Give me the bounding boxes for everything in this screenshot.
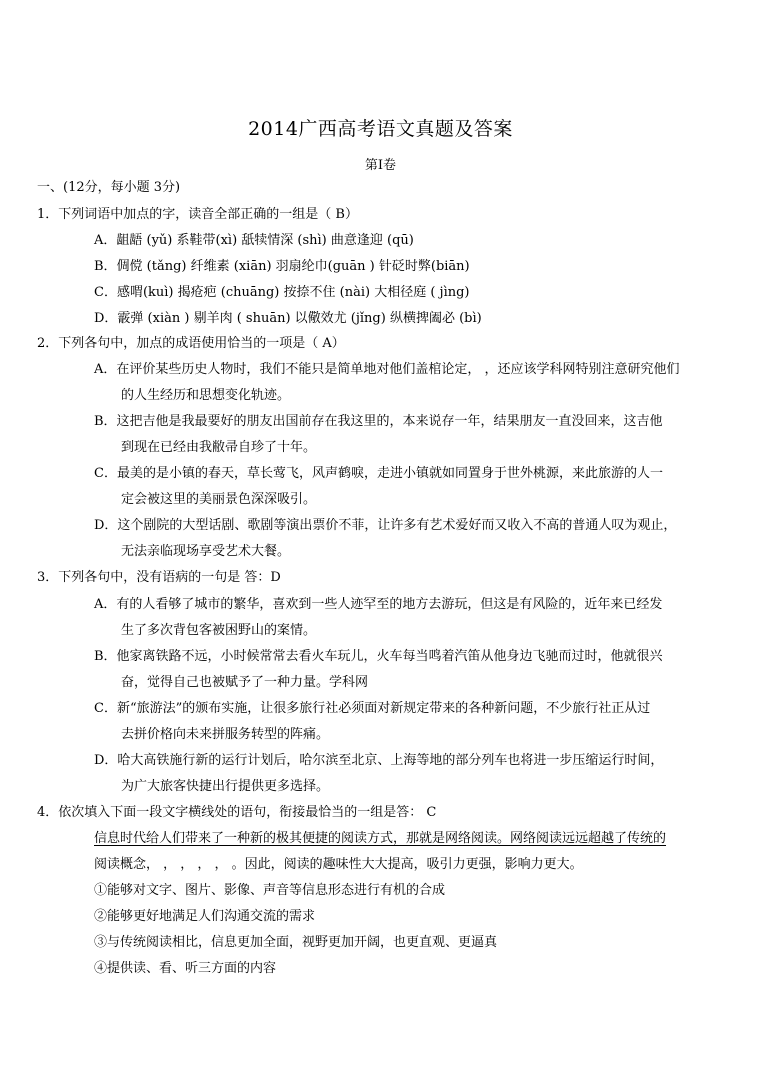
section-heading: 一、(12分，每小题 3分) bbox=[37, 180, 181, 195]
question-3-option-d-cont: 为广大旅客快捷出行提供更多选择。 bbox=[121, 779, 330, 794]
question-3-stem: 3．下列各句中，没有语病的一句是 答：D bbox=[37, 570, 281, 585]
question-3-option-b-cont: 奋，觉得自己也被赋予了一种力量。学科网 bbox=[121, 675, 369, 690]
question-3-option-a-cont: 生了多次背包客被困野山的案情。 bbox=[121, 623, 317, 638]
question-4-item-4: ④提供读、看、听三方面的内容 bbox=[94, 961, 277, 976]
question-4-item-2: ②能够更好地满足人们沟通交流的需求 bbox=[94, 909, 316, 924]
question-1-option-b: B．倜傥 (tǎng) 纤维素 (xiān) 羽扇纶巾(guān ) 针砭时弊(biān) bbox=[94, 259, 470, 274]
question-1-stem: 1．下列词语中加点的字，读音全部正确的一组是（ B） bbox=[37, 207, 358, 222]
question-2-option-c: C．最美的是小镇的春天，草长莺飞，风声鹤唳，走进小镇就如同置身于世外桃源，来此旅游的人一 bbox=[94, 466, 663, 481]
question-2-option-d-cont: 无法亲临现场享受艺术大餐。 bbox=[121, 544, 291, 559]
question-2-option-d: D．这个剧院的大型话剧、歌剧等演出票价不菲，让许多有艺术爱好而又收入不高的普通人叹为观止， bbox=[94, 518, 677, 533]
question-2-option-a-cont: 的人生经历和思想变化轨迹。 bbox=[121, 388, 291, 403]
question-1-option-a: A．龃龉 (yǔ) 系鞋带(xì) 舐犊情深 (shì) 曲意逢迎 (qū) bbox=[94, 233, 414, 248]
question-4-passage-line-1: 信息时代给人们带来了一种新的极其便捷的阅读方式，那就是网络阅读。网络阅读远远超越了传统的 bbox=[94, 831, 667, 846]
question-3-option-c-cont: 去拼价格向未来拼服务转型的阵痛。 bbox=[121, 727, 330, 742]
question-4-item-3: ③与传统阅读相比，信息更加全面，视野更加开阔，也更直观、更逼真 bbox=[94, 935, 498, 950]
question-3-option-c: C．新“旅游法”的颁布实施，让很多旅行社必须面对新规定带来的各种新问题，不少旅行社正从过 bbox=[94, 701, 651, 716]
volume-heading: 第Ⅰ卷 bbox=[364, 158, 397, 173]
question-4-passage-line-2: 阅读概念， ， ， ， ， 。因此，阅读的趣味性大大提高，吸引力更强，影响力更大。 bbox=[94, 857, 583, 872]
question-4-item-1: ①能够对文字、图片、影像、声音等信息形态进行有机的合成 bbox=[94, 883, 446, 898]
question-2-option-b: B．这把吉他是我最要好的朋友出国前存在我这里的，本来说存一年，结果朋友一直没回来，这吉他 bbox=[94, 414, 663, 429]
question-1-option-d: D．霰弹 (xiàn ) 剔羊肉 ( shuān) 以儆效尤 (jǐng) 纵横捭阖必 (bì) bbox=[94, 311, 482, 326]
question-3-option-d: D．哈大高铁施行新的运行计划后，哈尔滨至北京、上海等地的部分列车也将进一步压缩运行时间， bbox=[94, 753, 664, 768]
question-4-stem: 4．依次填入下面一段文字横线处的语句，衔接最恰当的一组是答： C bbox=[37, 805, 437, 820]
question-3-option-b: B．他家离铁路不远，小时候常常去看火车玩儿，火车每当鸣着汽笛从他身边飞驰而过时，他就很兴 bbox=[94, 649, 663, 664]
question-1-option-c: C．感喟(kuì) 揭疮疤 (chuāng) 按捺不住 (nài) 大相径庭 ( jìng) bbox=[94, 285, 470, 300]
document-title: 2014广西高考语文真题及答案 bbox=[248, 118, 513, 140]
question-2-option-b-cont: 到现在已经由我敝帚自珍了十年。 bbox=[121, 440, 317, 455]
question-3-option-a: A．有的人看够了城市的繁华，喜欢到一些人迹罕至的地方去游玩，但这是有风险的，近年来已经发 bbox=[94, 597, 663, 612]
question-2-option-c-cont: 定会被这里的美丽景色深深吸引。 bbox=[121, 492, 317, 507]
question-2-stem: 2．下列各句中，加点的成语使用恰当的一项是（ A） bbox=[37, 336, 345, 351]
question-2-option-a: A．在评价某些历史人物时，我们不能只是简单地对他们盖棺论定， ，还应该学科网特别注意研究他们 bbox=[94, 362, 680, 377]
